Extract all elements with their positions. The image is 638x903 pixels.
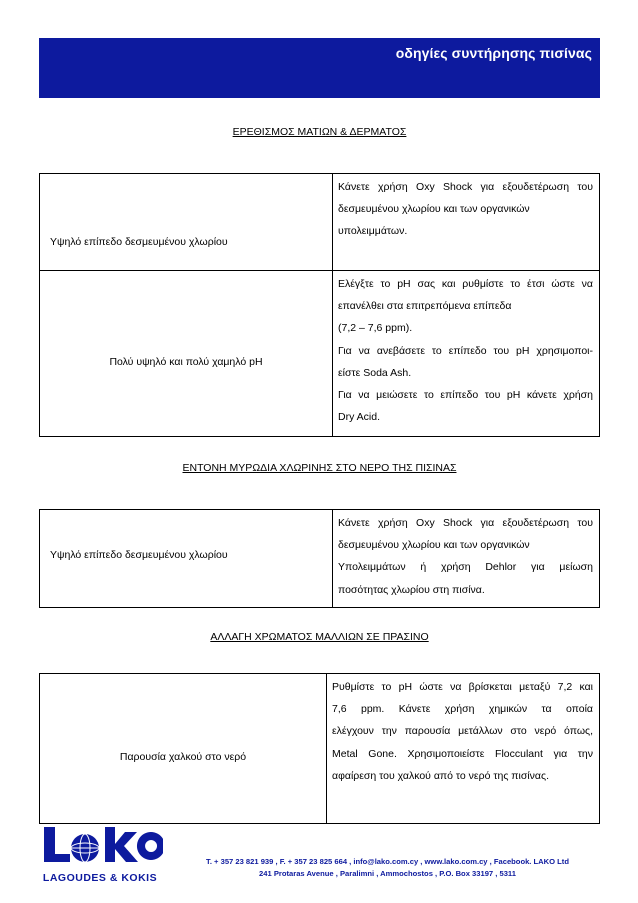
lako-logo <box>38 823 163 887</box>
logo-subtitle: LAGOUDES & KOKIS <box>42 872 158 884</box>
green-hair-table <box>39 673 600 824</box>
solution-line: Κάνετε χρήση Oxy Shock για εξουδετέρωση του <box>338 517 593 529</box>
solution-line: Ελέγξτε το pH σας και ρυθμίστε το έτσι ώστε να <box>338 278 593 290</box>
condition-cell: Υψηλό επίπεδο δεσμευμένου χλωρίου <box>40 174 333 271</box>
eye-skin-irritation-table <box>39 173 600 437</box>
chlorine-smell-table <box>39 509 600 608</box>
solution-cell <box>333 174 600 271</box>
table-row <box>40 271 600 437</box>
solution-cell <box>333 271 600 437</box>
solution-line: είστε Soda Ash. <box>338 366 412 379</box>
footer-address-line: 241 Protaras Avenue , Paralimni , Ammochostos , P.O. Box 33197 , 5311 <box>259 869 516 878</box>
solution-line: Για να μειώσετε το επίπεδο του pH κάνετε χρήση <box>338 389 593 402</box>
solution-line: επανέλθει στα επιτρεπόμενα επίπεδα <box>338 300 512 313</box>
condition-cell: Υψηλό επίπεδο δεσμευμένου χλωρίου <box>40 510 333 608</box>
solution-line: ποσότητας χλωρίου στη πισίνα. <box>338 583 485 596</box>
header-title: οδηγίες συντήρησης πισίνας <box>395 45 592 61</box>
condition-cell: Πολύ υψηλό και πολύ χαμηλό pH <box>40 271 333 437</box>
footer-contact-line: T. + 357 23 821 939 , F. + 357 23 825 664 , info@lako.com.cy , www.lako.com.cy , Facebook. LAKO Ltd <box>206 857 569 866</box>
condition-cell: Παρουσία χαλκού στο νερό <box>40 674 327 824</box>
solution-line: 7,6 ppm. Κάνετε χρήση χημικών τα οποία <box>332 703 593 716</box>
table-row <box>40 510 600 608</box>
solution-line: ελέγχουν την παρουσία μετάλλων στο νερό όπως, <box>332 725 593 738</box>
table-row <box>40 674 600 824</box>
table-row <box>40 174 600 271</box>
solution-cell <box>333 510 600 608</box>
solution-line: Για να ανεβάσετε το επίπεδο του pH χρησιμοποι- <box>338 344 593 357</box>
solution-line: δεσμευμένου χλωρίου και των οργανικών <box>338 539 530 552</box>
solution-line: δεσμευμένου χλωρίου και των οργανικών <box>338 203 530 216</box>
solution-cell <box>327 674 600 824</box>
section-title-green-hair: ΑΛΛΑΓΗ ΧΡΩΜΑΤΟΣ ΜΑΛΛΙΩΝ ΣΕ ΠΡΑΣΙΝΟ <box>210 631 429 643</box>
solution-line: Υπολειμμάτων ή χρήση Dehlor για μείωση <box>338 561 593 574</box>
solution-line: αφαίρεση του χαλκού από το νερό της πισίνας. <box>332 769 549 782</box>
solution-line: (7,2 – 7,6 ppm). <box>338 322 413 335</box>
footer-contact <box>165 856 610 880</box>
section-title-eye-skin-irritation: ΕΡΕΘΙΣΜΟΣ ΜΑΤΙΩΝ & ΔΕΡΜΑΤΟΣ <box>232 126 407 138</box>
header-bar <box>39 38 600 98</box>
solution-line: Ρυθμίστε το pH ώστε να βρίσκεται μεταξύ 7,2 και <box>332 681 593 693</box>
solution-line: Metal Gone. Χρησιμοποιείστε Flocculant για την <box>332 747 593 760</box>
solution-line: υπολειμμάτων. <box>338 225 408 238</box>
solution-line: Κάνετε χρήση Oxy Shock για εξουδετέρωση του <box>338 181 593 193</box>
solution-line: Dry Acid. <box>338 411 381 424</box>
section-title-chlorine-smell: ΕΝΤΟΝΗ ΜΥΡΩΔΙΑ ΧΛΩΡΙΝΗΣ ΣΤΟ ΝΕΡΟ ΤΗΣ ΠΙΣΙΝΑΣ <box>182 462 457 474</box>
